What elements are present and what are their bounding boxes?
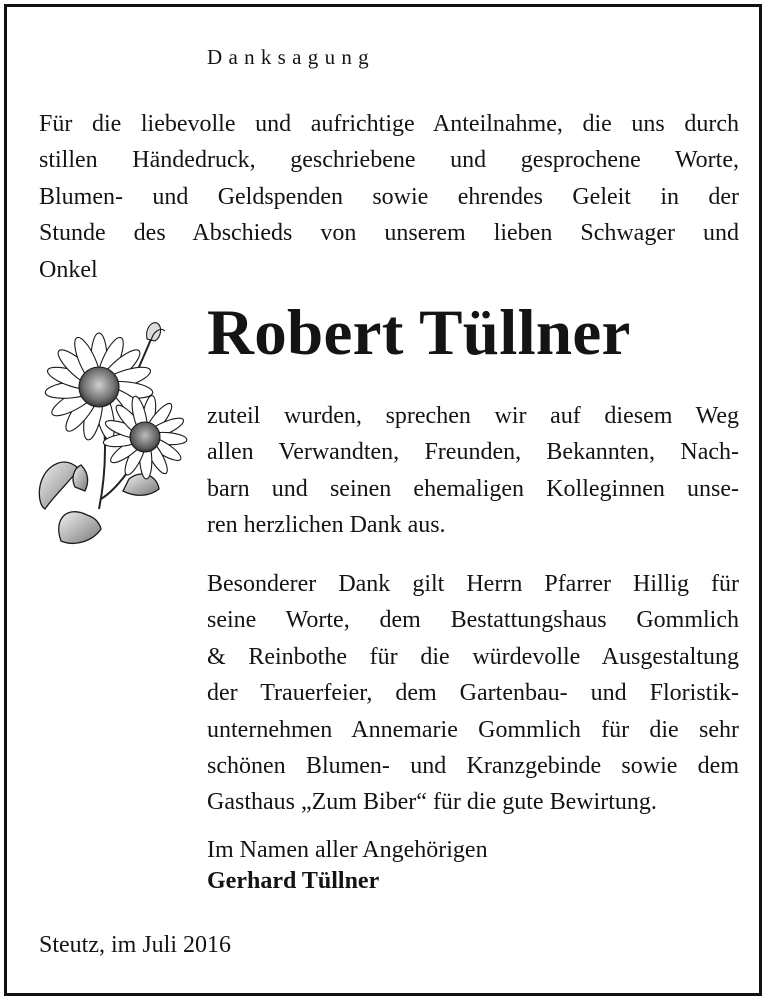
intro-line: Stunde des Abschieds von unserem lieben Schwager und [39, 220, 739, 247]
intro-line: Blumen- und Geldspenden sowie ehrendes Geleit in der [39, 183, 739, 210]
thanks-paragraph [207, 398, 739, 544]
paragraph-line: barn und seinen ehemaligen Kolleginnen unse- [207, 475, 739, 502]
deceased-name: Robert Tüllner [207, 297, 631, 369]
intro-line: stillen Händedruck, geschriebene und gesprochene Worte, [39, 147, 739, 174]
paragraph-line: Besonderer Dank gilt Herrn Pfarrer Hillig für [207, 571, 739, 597]
paragraph-line: allen Verwandten, Freunden, Bekannten, Nach- [207, 439, 739, 466]
paragraph-line: & Reinbothe für die würdevolle Ausgestaltung [207, 643, 739, 670]
paragraph-line: Gasthaus „Zum Biber“ für die gute Bewirtung. [207, 789, 657, 816]
paragraph-line: ren herzlichen Dank aus. [207, 512, 446, 539]
paragraph-line: zuteil wurden, sprechen wir auf diesem Weg [207, 403, 739, 429]
paragraph-line: der Trauerfeier, dem Gartenbau- und Floristik- [207, 680, 739, 707]
intro-line: Für die liebevolle und aufrichtige Anteilnahme, die uns durch [39, 111, 739, 137]
place-and-date: Steutz, im Juli 2016 [39, 932, 231, 958]
obituary-notice [4, 4, 762, 996]
notice-heading: Danksagung [207, 45, 375, 69]
signer-name: Gerhard Tüllner [207, 868, 380, 894]
intro-paragraph [39, 106, 739, 288]
special-thanks-paragraph [207, 566, 739, 821]
paragraph-line: seine Worte, dem Bestattungshaus Gommlich [207, 607, 739, 634]
closing-phrase: Im Namen aller Angehörigen [207, 837, 488, 863]
intro-line: Onkel [39, 256, 98, 283]
sunflower-illustration [31, 319, 191, 554]
paragraph-line: unternehmen Annemarie Gommlich für die sehr [207, 716, 739, 743]
paragraph-line: schönen Blumen- und Kranzgebinde sowie dem [207, 753, 739, 780]
